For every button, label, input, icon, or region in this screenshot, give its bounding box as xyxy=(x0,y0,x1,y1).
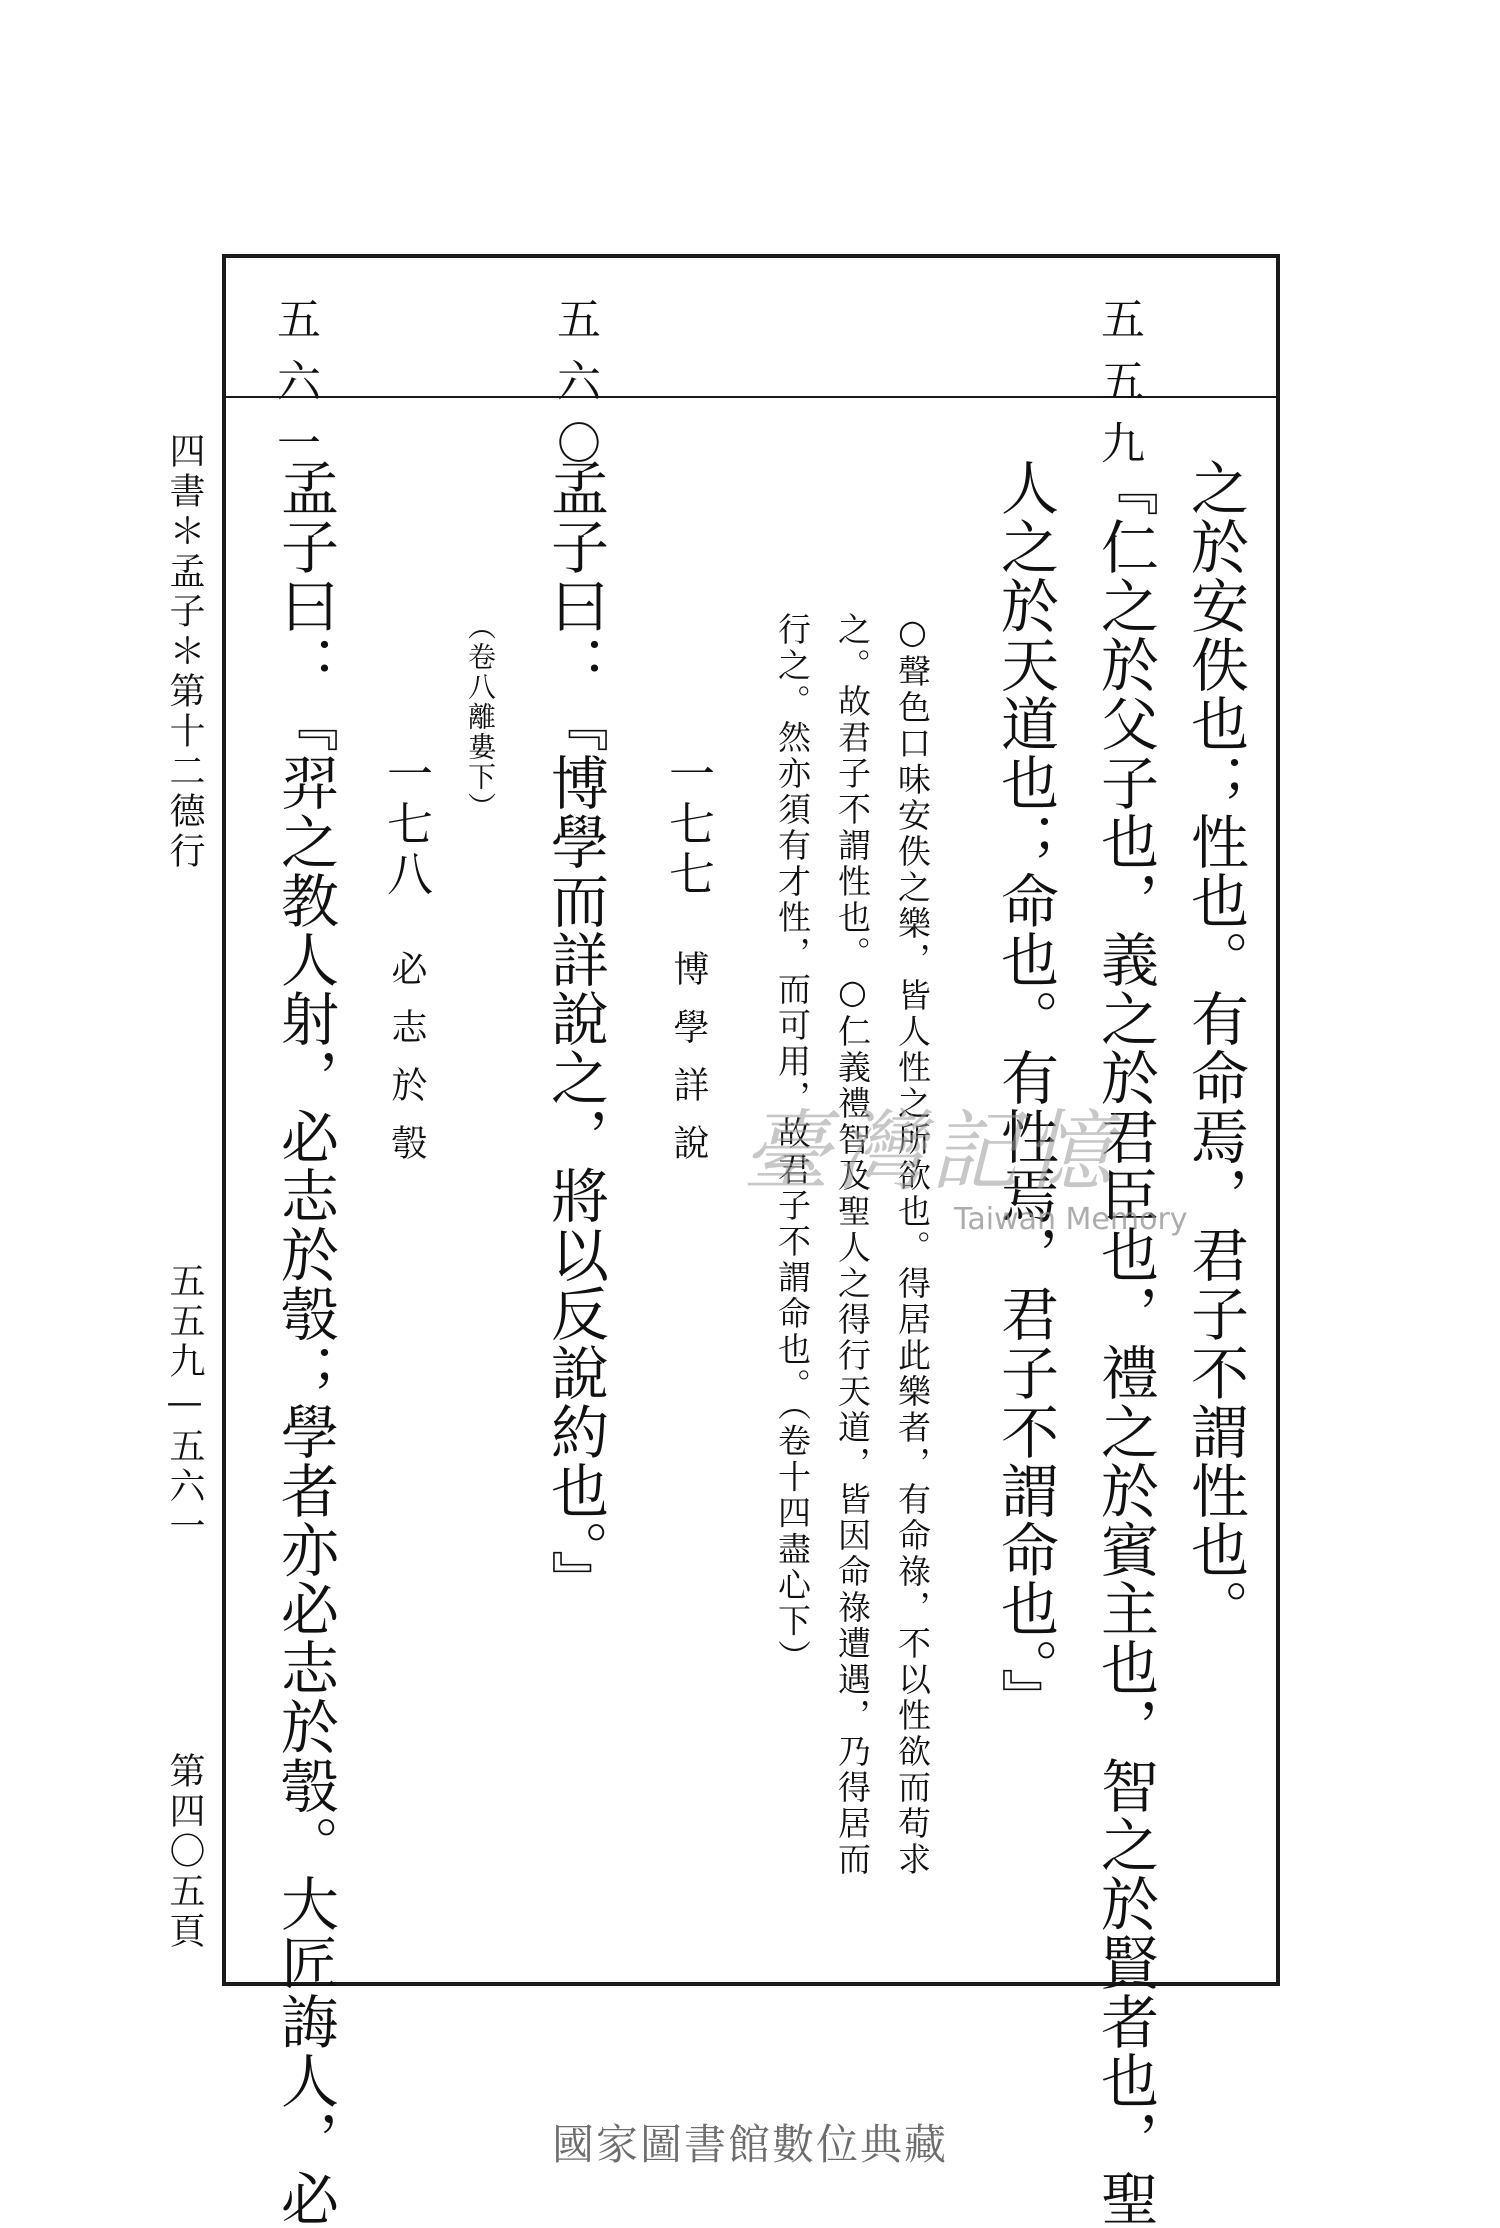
entry-number-560: 五六〇 xyxy=(549,296,600,482)
page-number: 第四〇五頁 xyxy=(164,1752,205,1952)
commentary-column-2: 之。故君子不謂性也。○仁義禮智及聖人之得行天道，皆因命祿遭遇，乃得居而 xyxy=(833,612,872,1878)
watermark-english: Taiwan Memory xyxy=(954,1202,1188,1237)
entry-range: 五五九—五六一 xyxy=(164,1262,205,1547)
section-title-177: 博學詳說 xyxy=(668,950,709,1182)
section-title-178: 必志於彀 xyxy=(386,950,427,1182)
section-number-178: 一七八 xyxy=(380,750,434,900)
section-number-177: 一七七 xyxy=(662,750,716,900)
commentary-column-3: 行之。然亦須有才性，而可用，故君子不謂命也。（卷十四盡心下） xyxy=(773,612,812,1676)
entry-number-561: 五六一 xyxy=(269,296,320,482)
text-column-2: 『仁之於父子也，義之於君臣也，禮之於賓主也，智之於賢者也，聖 xyxy=(1091,458,1159,2228)
commentary-column-1: ○聲色口味安佚之樂，皆人性之所欲也。得居此樂者，有命祿，不以性欲而苟求 xyxy=(893,612,932,1878)
entry-number-559: 五五九 xyxy=(1093,296,1144,482)
source-citation-177: （卷八離婁下） xyxy=(464,612,497,822)
text-column-mencius-1: 孟子曰：『博學而詳說之，將以反說約也。』 xyxy=(541,458,609,1609)
text-column-1: 之於安佚也；性也。有命焉，君子不謂性也。 xyxy=(1181,458,1249,1638)
text-column-mencius-2: 孟子曰：『羿之教人射，必志於彀；學者亦必志於彀。大匠誨人，必 xyxy=(271,458,339,2228)
watermark-chinese: 臺灣記憶 xyxy=(742,1100,1119,1203)
footer-library-credit: 國家圖書館數位典藏 xyxy=(551,2120,948,2169)
text-column-3: 人之於天道也；命也。有性焉，君子不謂命也。』 xyxy=(991,458,1059,1727)
book-title: 四書＊孟子＊第十二德行 xyxy=(164,432,205,872)
